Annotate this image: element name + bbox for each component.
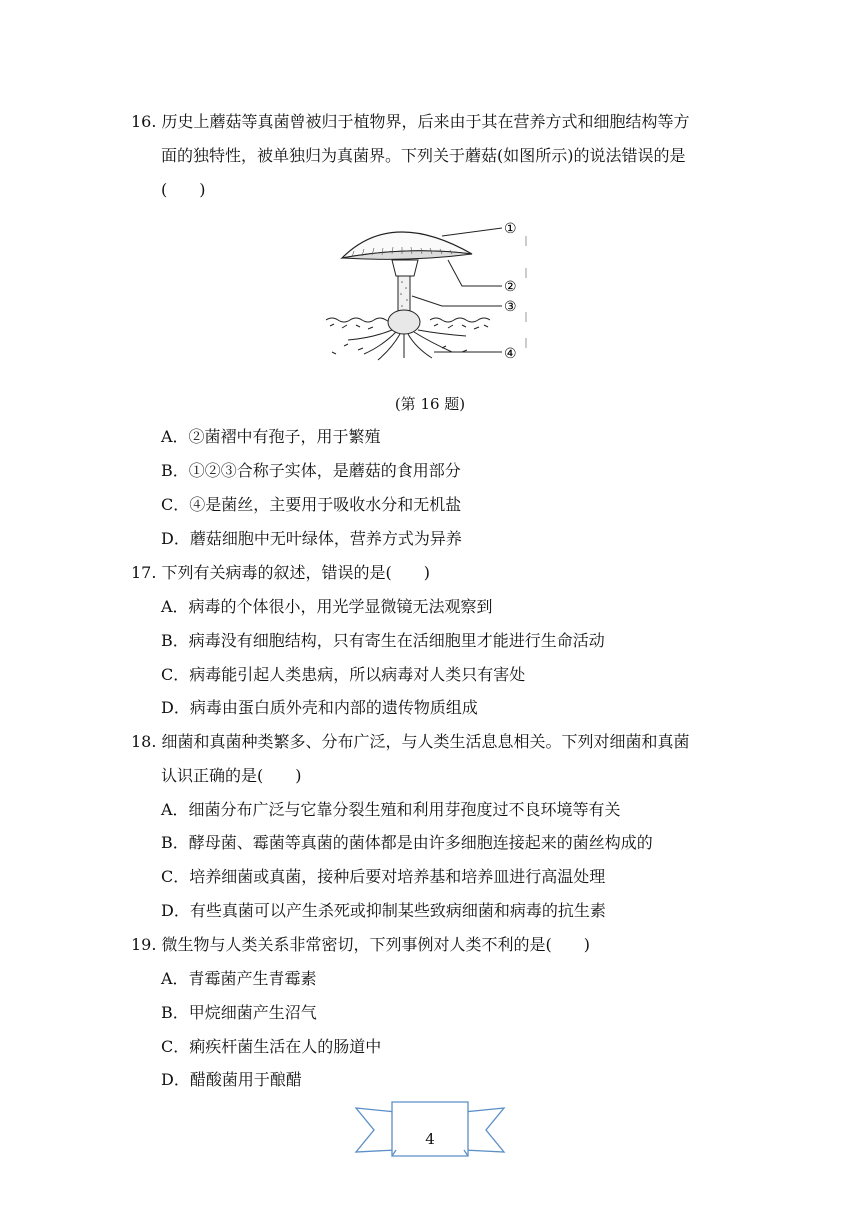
q19-option-a: A．青霉菌产生青霉素 [161,969,317,988]
q16-stem-line1: 16. 历史上蘑菇等真菌曾被归于植物界，后来由于其在营养方式和细胞结构等方 [131,112,690,131]
q18-option-d: D．有些真菌可以产生杀死或抑制某些致病细菌和病毒的抗生素 [161,901,606,920]
q16-option-b: B．①②③合称子实体，是蘑菇的食用部分 [161,461,461,480]
q17-stem: 17. 下列有关病毒的叙述，错误的是( ) [131,563,431,582]
q16-number: 16. [131,112,157,131]
volva [388,310,420,334]
q19-option-b: B．甲烷细菌产生沼气 [161,1003,317,1022]
q18-option-c: C．培养细菌或真菌，接种后要对培养基和培养皿进行高温处理 [161,867,606,886]
q16-option-c: C．④是菌丝，主要用于吸收水分和无机盐 [161,495,462,514]
page-number: 4 [425,1130,435,1148]
q16-stem-line3: ( ) [161,180,206,199]
q19-option-c: C．痢疾杆菌生活在人的肠道中 [161,1037,382,1056]
q18-option-b: B．酵母菌、霉菌等真菌的菌体都是由许多细胞连接起来的菌丝构成的 [161,833,653,852]
stalk [398,276,410,312]
q19-stem: 19. 微生物与人类关系非常密切，下列事例对人类不利的是( ) [131,935,591,954]
q17-option-c: C．病毒能引起人类患病，所以病毒对人类只有害处 [161,665,526,684]
label-2: ② [504,279,517,295]
q18-stem-line2: 认识正确的是( ) [161,766,302,785]
q17-option-b: B．病毒没有细胞结构，只有寄生在活细胞里才能进行生命活动 [161,631,605,650]
q19-option-d: D．醋酸菌用于酿醋 [161,1070,302,1089]
q19-number: 19. [131,935,157,954]
label-3: ③ [504,299,517,315]
q18-stem-line1: 18. 细菌和真菌种类繁多、分布广泛，与人类生活息息相关。下列对细菌和真菌 [131,732,690,751]
label-4: ④ [504,346,517,362]
q16-option-a: A．②菌褶中有孢子，用于繁殖 [161,427,381,446]
q16-stem-line2: 面的独特性，被单独归为真菌界。下列关于蘑菇(如图所示)的说法错误的是 [161,146,686,165]
q17-number: 17. [131,563,157,582]
label-1: ① [504,221,517,237]
q17-option-a: A．病毒的个体很小，用光学显微镜无法观察到 [161,597,493,616]
q16-option-d: D．蘑菇细胞中无叶绿体，营养方式为异养 [161,529,462,548]
ring [392,260,418,276]
figure-caption: (第 16 题) [394,395,466,413]
mushroom-figure [322,212,532,372]
q17-option-d: D．病毒由蛋白质外壳和内部的遗传物质组成 [161,698,478,717]
q18-number: 18. [131,732,157,751]
q18-option-a: A．细菌分布广泛与它靠分裂生殖和利用芽孢度过不良环境等有关 [161,800,621,819]
mycelium [348,330,466,360]
